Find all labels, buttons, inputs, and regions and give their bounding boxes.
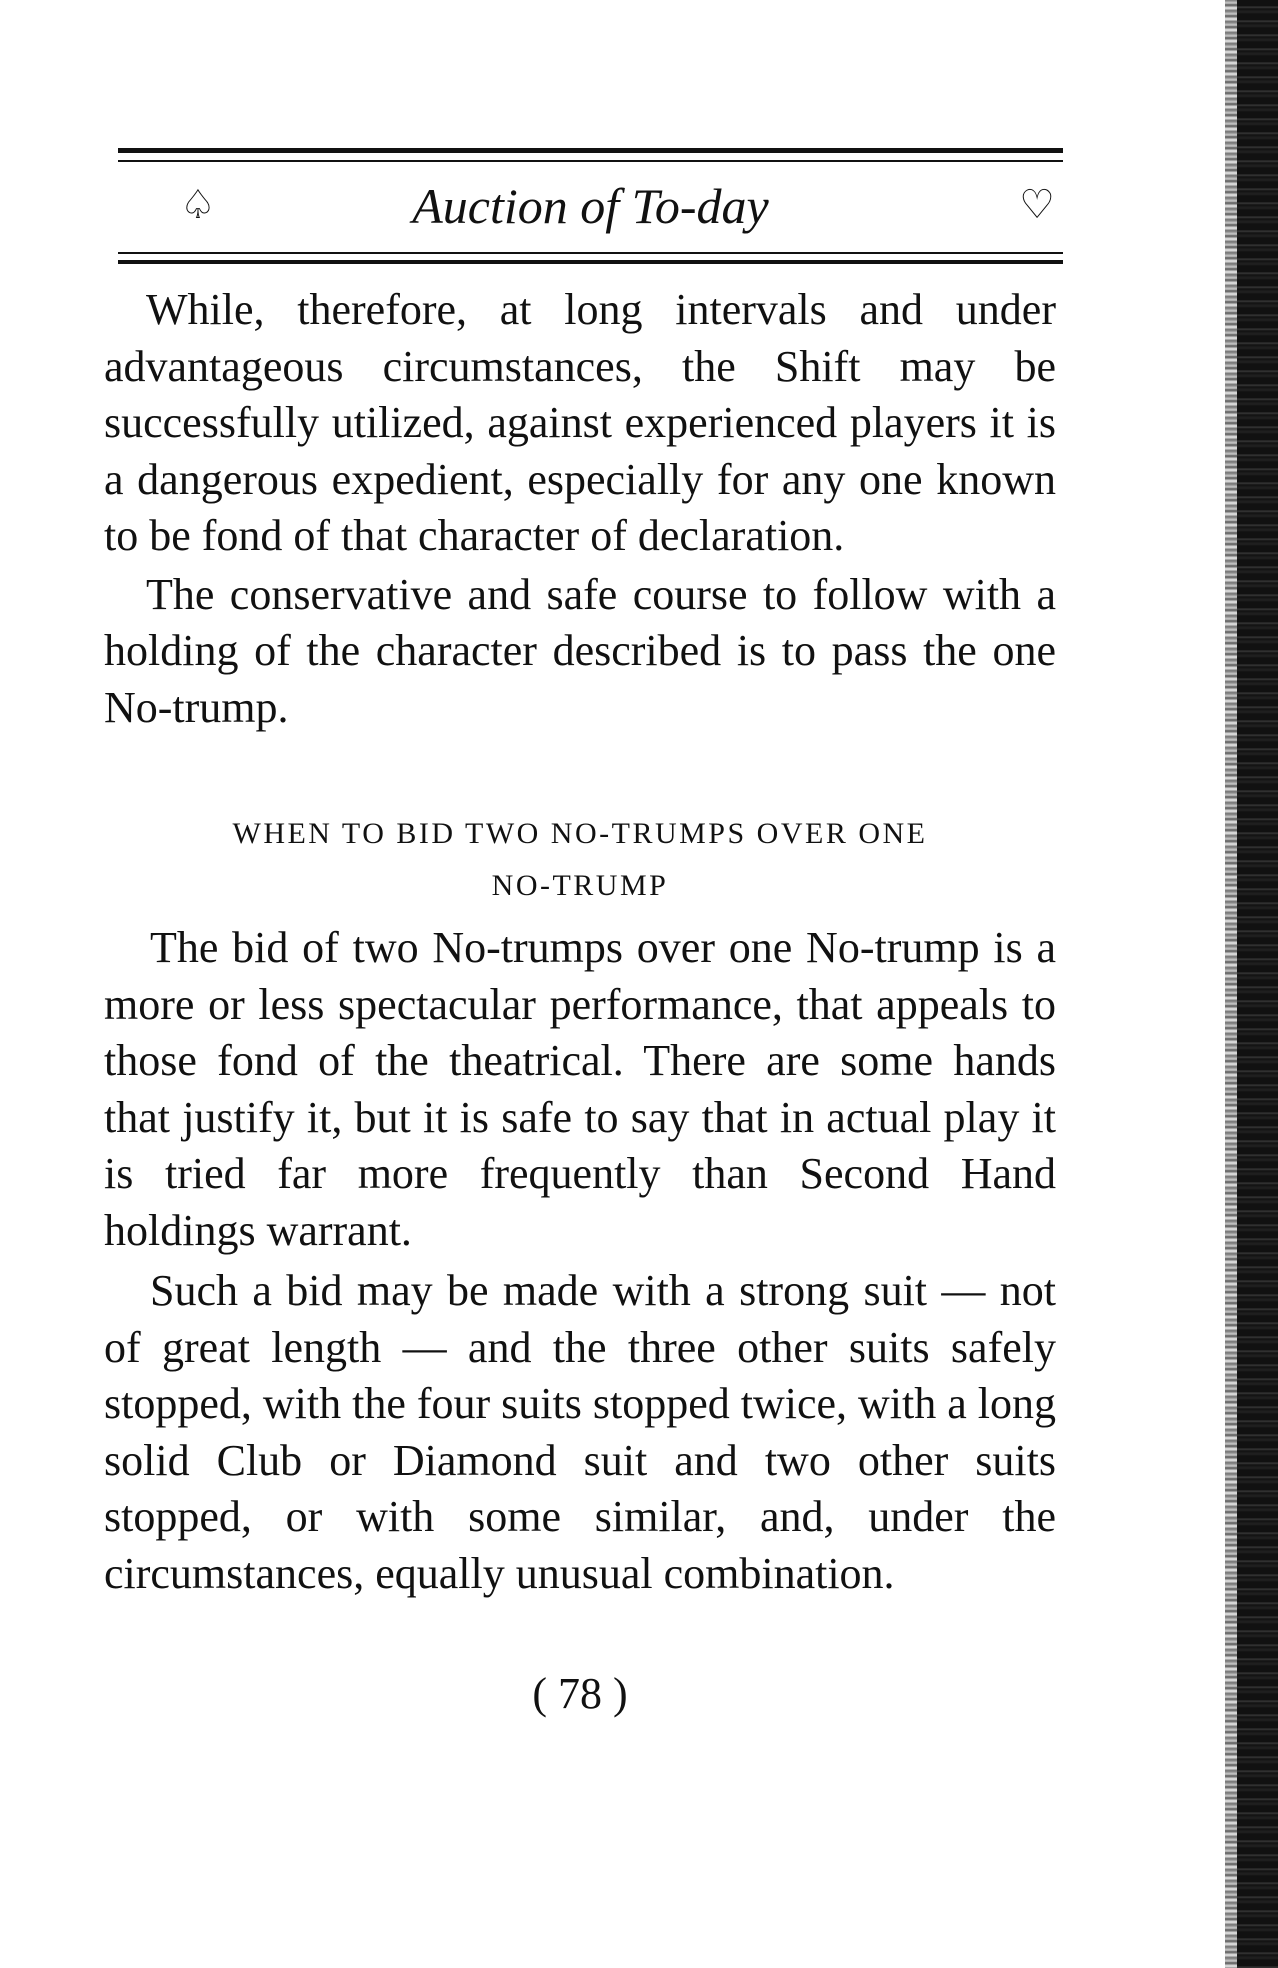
header-rule-top-thin [118, 160, 1063, 162]
page-binding-edge-texture [1225, 0, 1237, 1968]
paragraph-such-a-bid: Such a bid may be made with a strong suit — not of great length — and the three other suits safely stopped, with the four suits stopped twice, with a long solid Club or Diamond suit and two other suits stopped, or with some similar, and, under the circumstances, equally unusual combination. [104, 1266, 1056, 1598]
header-rule-top-thick [118, 148, 1063, 153]
paragraph-shift-expedient: While, therefore, at long intervals and under advantageous circumstances, the Shift may be successfully utilized, against experienced players it is a dangerous expedient, especially for any one known to be fond of that character of declaration. [104, 285, 1056, 560]
header-rule-bottom-thin [118, 252, 1063, 254]
body-text-section-1 [104, 282, 1056, 736]
page-number: ( 78 ) [532, 1669, 628, 1718]
section-heading-line-2: NO-TRUMP [491, 869, 669, 902]
spade-ornament-icon: ♤ [180, 182, 216, 227]
body-text-section-2 [104, 920, 1056, 1602]
header-rule-bottom-thick [118, 260, 1063, 264]
paragraph-two-no-trumps: The bid of two No-trumps over one No-trump is a more or less spectacular performance, that appeals to those fond of the theatrical. There are some hands that justify it, but it is safe to say that in actual play it is tried far more frequently than Second Hand holdings warrant. [104, 923, 1056, 1255]
section-heading [104, 808, 1056, 912]
running-head [118, 172, 1063, 248]
section-heading-line-1: WHEN TO BID TWO NO-TRUMPS OVER ONE [232, 817, 928, 850]
paragraph-conservative-course: The conservative and safe course to follow with a holding of the character described is to pass the one No-trump. [104, 569, 1056, 732]
running-head-title: Auction of To-day [412, 178, 769, 234]
heart-ornament-icon: ♡ [1019, 182, 1055, 227]
